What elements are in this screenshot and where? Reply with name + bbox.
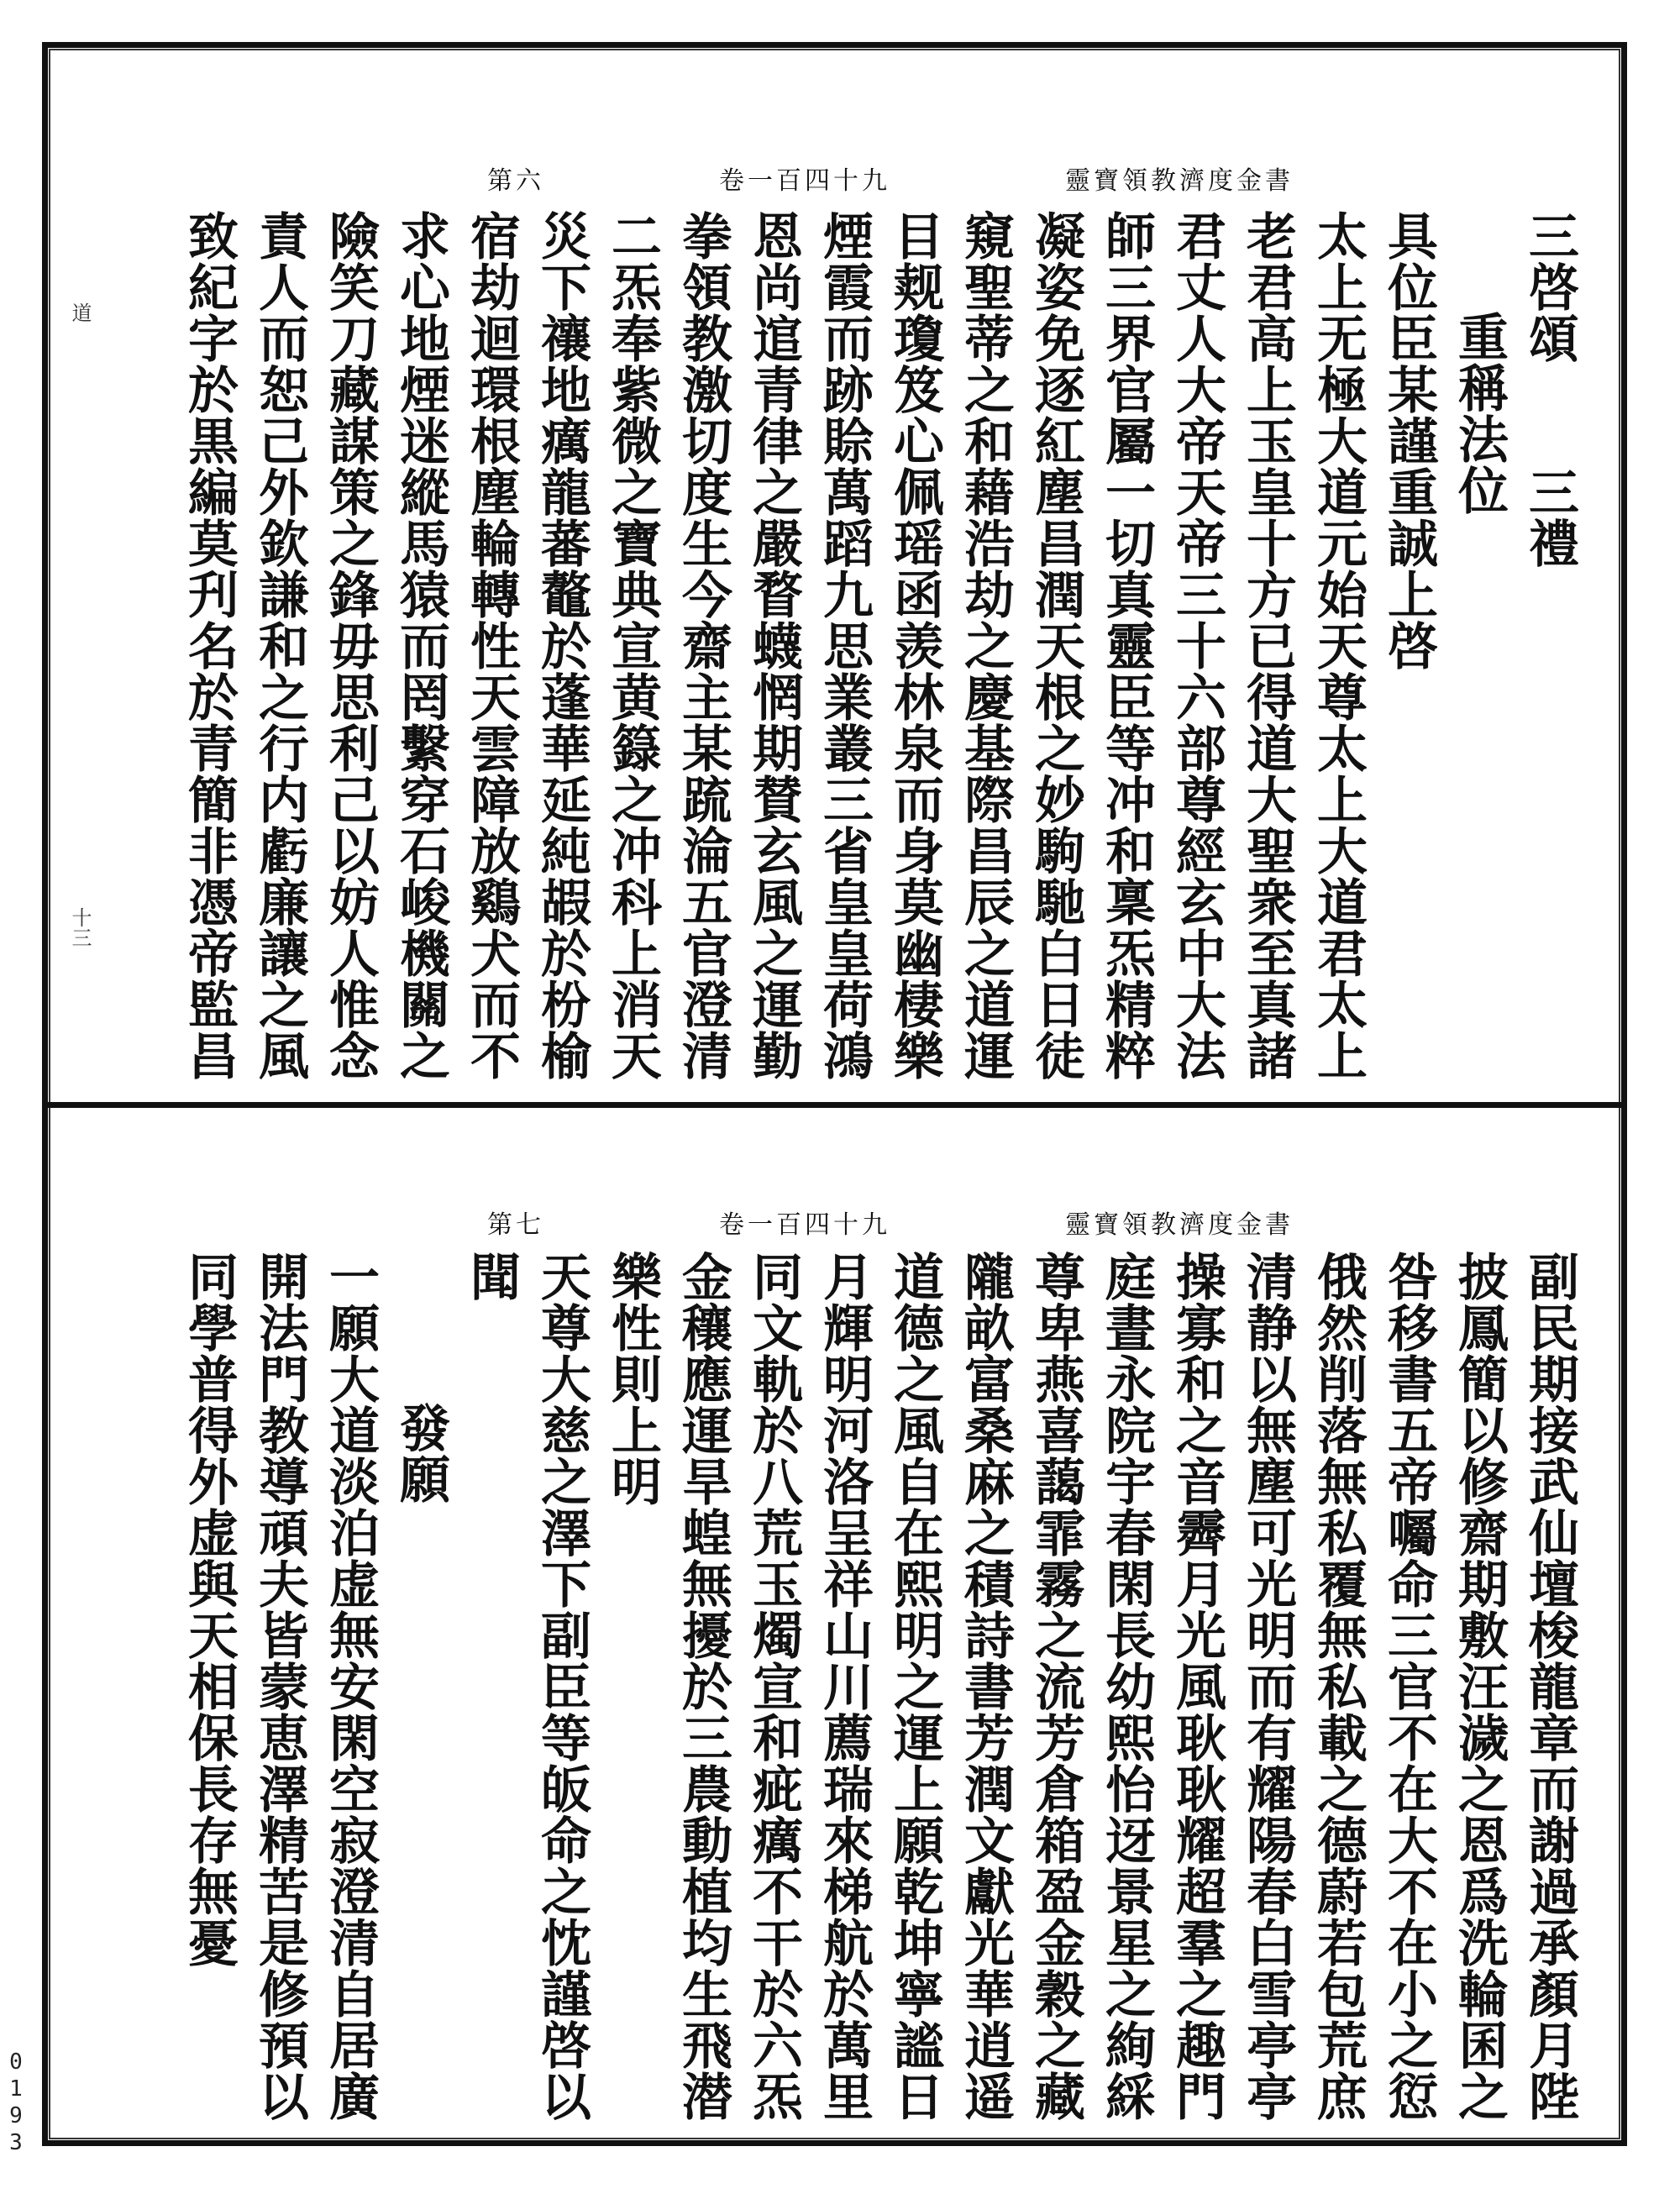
text-column: 披鳳簡以修齋期敷汪濊之恩爲洗輪囷之 bbox=[1450, 1251, 1509, 2122]
text-column: 月輝明河洛呈祥山川薦瑞來梯航於萬里 bbox=[815, 1251, 874, 2122]
text-column: 開法門教導頑夫皆蒙恵澤精苦是修預以 bbox=[250, 1251, 309, 2122]
text-column: 咎移書五帝囑命三官不在大不在小之愆 bbox=[1379, 1251, 1438, 2122]
text-column: 天尊大慈之澤下副臣等皈命之忱謹啓以 bbox=[533, 1251, 591, 2122]
text-column: 重稱法位 bbox=[1450, 311, 1509, 516]
text-column: 煙霞而跡賒萬蹈九思業叢三省皇皇荷鴻 bbox=[815, 210, 874, 1081]
text-column: 老君高上玉皇十方已得道大聖衆至真諸 bbox=[1238, 210, 1297, 1081]
running-header bbox=[487, 160, 1294, 197]
text-column: 窺聖蒂之和藉浩劫之慶基際昌辰之道運 bbox=[956, 210, 1015, 1081]
text-column: 災下禳地癘龍蕃鼇於蓬華延純嘏於枌榆 bbox=[533, 210, 591, 1081]
running-header bbox=[487, 1204, 1294, 1241]
text-column: 俄然削落無私覆無私載之德蔚若包荒庶 bbox=[1309, 1251, 1368, 2122]
header-volume: 卷一百四十九 bbox=[719, 166, 890, 196]
text-column: 宿劫迴環根塵輪轉性天雲障放鷄犬而不 bbox=[462, 210, 521, 1081]
text-column: 庭晝永院宇春閑長幼熙怡迓景星之絢綵 bbox=[1097, 1251, 1156, 2122]
text-column: 金穰應運旱蝗無擾於三農動植均生飛潜 bbox=[674, 1251, 732, 2122]
lower-page bbox=[50, 1110, 1619, 2144]
text-column: 具位臣某謹重誠上啓 bbox=[1379, 210, 1438, 671]
text-column: 險笑刀藏謀策之鋒毋思利己以妨人惟念 bbox=[321, 210, 380, 1081]
text-column: 致紀字於黒編莫刋名於青簡非憑帝監昌 bbox=[180, 210, 239, 1081]
text-column: 樂性則上明 bbox=[603, 1251, 662, 1507]
text-column: 目觌瓊笈心佩瑶函羡林泉而身莫幽棲樂 bbox=[885, 210, 944, 1081]
upper-page bbox=[50, 50, 1619, 1100]
text-column: 恩尚逭青律之嚴瞀蠛惘期賛玄風之運勤 bbox=[744, 210, 803, 1081]
text-column: 同文軌於八荒玉燭宣和疵癘不干於六炁 bbox=[744, 1251, 803, 2122]
text-column: 一願大道淡泊虚無安閑空寂澄清自居廣 bbox=[321, 1251, 380, 2122]
text-column: 聞 bbox=[462, 1251, 521, 1302]
page-divider bbox=[48, 1102, 1621, 1108]
text-column: 責人而恕己外欽謙和之行内虧廉讓之風 bbox=[250, 210, 309, 1081]
text-column: 師三界官屬一切真靈臣等冲和稟炁精粹 bbox=[1097, 210, 1156, 1081]
text-column: 清静以無塵可光明而有耀陽春白雪亭亭 bbox=[1238, 1251, 1297, 2122]
text-columns bbox=[174, 1251, 1585, 2133]
text-column: 二炁奉紫微之寶典宣黄籙之冲科上消天 bbox=[603, 210, 662, 1081]
header-section: 第六 bbox=[487, 166, 544, 196]
header-book-title: 靈寶領教濟度金書 bbox=[1065, 166, 1294, 196]
text-column: 君丈人大帝天帝三十六部尊經玄中大法 bbox=[1168, 210, 1226, 1081]
text-column: 拳領教激切度生今齋主某䟽淪五官澄清 bbox=[674, 210, 732, 1081]
header-book-title: 靈寶領教濟度金書 bbox=[1065, 1210, 1294, 1240]
text-column: 同學普得外虚與天相保長存無憂 bbox=[180, 1251, 239, 1968]
text-column: 操寡和之音霽月光風耿耿耀超羣之趣門 bbox=[1168, 1251, 1226, 2122]
scan-page-number: 0193 bbox=[3, 2049, 29, 2157]
folio-number: 十三 bbox=[68, 907, 92, 947]
text-column: 求心地煙迷縱馬猿而罔繫穿石峻機關之 bbox=[391, 210, 450, 1081]
header-volume: 卷一百四十九 bbox=[719, 1210, 890, 1240]
text-column: 三啓頌 三禮 bbox=[1520, 210, 1579, 569]
text-column: 發願 bbox=[391, 1402, 450, 1504]
text-column: 道德之風自在熙明之運上願乾坤寧謐日 bbox=[885, 1251, 944, 2122]
text-column: 隴畝富桑麻之積詩書芳潤文獻光華逍遥 bbox=[956, 1251, 1015, 2122]
text-column: 副民期接武仙壇梭龍章而謝過承顏月陛 bbox=[1520, 1251, 1579, 2122]
text-column: 尊卑燕喜藹霏霧之流芳倉箱盈金穀之藏 bbox=[1026, 1251, 1085, 2122]
margin-mark: 道 bbox=[68, 302, 92, 323]
text-columns bbox=[174, 210, 1585, 1092]
text-column: 凝姿免逐紅塵昌潤天根之妙駒馳白日徒 bbox=[1026, 210, 1085, 1081]
text-column: 太上无極大道元始天尊太上大道君太上 bbox=[1309, 210, 1368, 1081]
header-section: 第七 bbox=[487, 1210, 544, 1240]
